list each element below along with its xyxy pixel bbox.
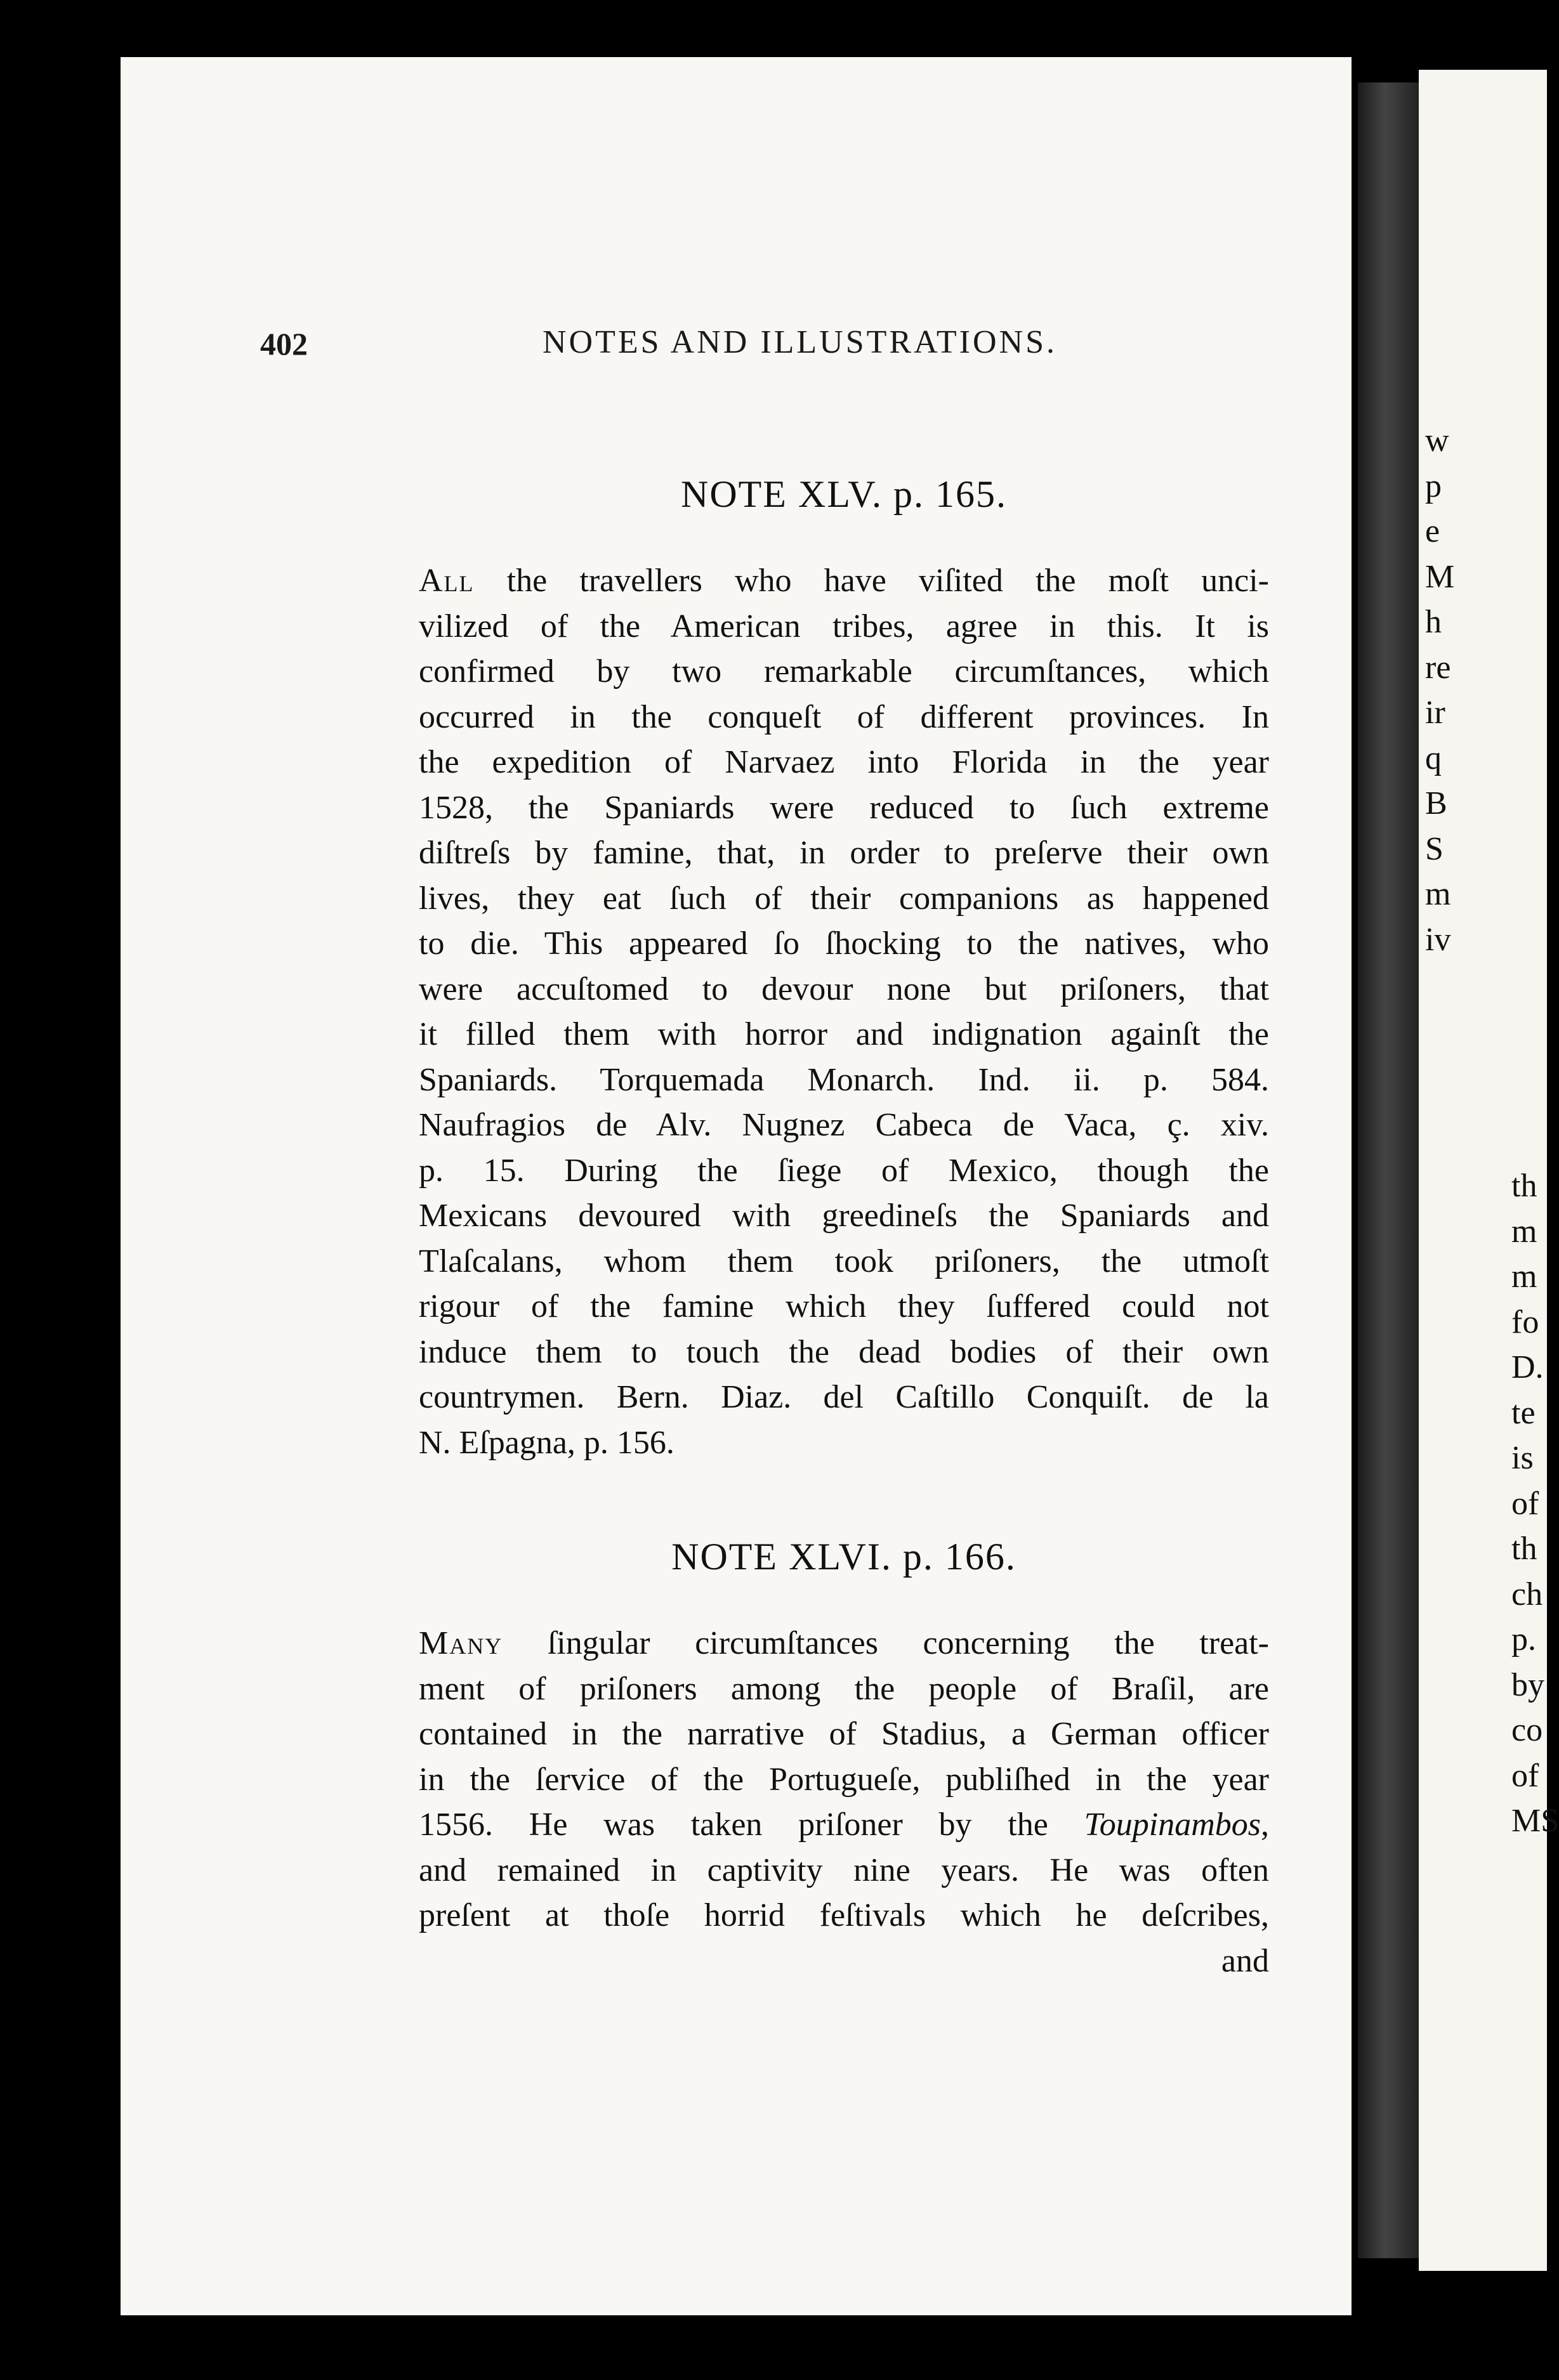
facing-page-fragment: S <box>1425 830 1444 867</box>
note-body <box>419 1621 1269 1984</box>
facing-page-fragment: h <box>1425 604 1442 640</box>
catchword: and <box>1221 1942 1269 1979</box>
facing-page-fragment: p <box>1425 468 1442 504</box>
facing-page-fragment: re <box>1425 649 1451 686</box>
facing-page-fragment: is <box>1511 1440 1534 1476</box>
drop-word: Many <box>419 1625 503 1661</box>
page-number: 402 <box>260 326 308 362</box>
text-line: occurred in the conqueſt of different provinces. In <box>419 698 1269 735</box>
facing-page-fragment: co <box>1511 1712 1543 1748</box>
text-line: induce them to touch the dead bodies of their own <box>419 1333 1269 1370</box>
italic-name: Toupinambos <box>1084 1807 1261 1843</box>
facing-page-fragment: B <box>1425 785 1447 821</box>
text-line: lives, they eat ſuch of their companions as happened <box>419 880 1269 917</box>
text-line: ment of priſoners among the people of Braſil, are <box>419 1670 1269 1707</box>
text-line: Naufragios de Alv. Nugnez Cabeca de Vaca, ç. xiv. <box>419 1107 1269 1143</box>
running-head: NOTES AND ILLUSTRATIONS. <box>543 324 1057 360</box>
facing-page-fragment: MS <box>1511 1803 1559 1839</box>
text-line: Spaniards. Torquemada Monarch. Ind. ii. p. 584. <box>419 1061 1269 1098</box>
facing-page-fragment: te <box>1511 1394 1536 1431</box>
drop-word: All <box>419 563 475 599</box>
text-line: preſent at thoſe horrid feſtivals which he deſcribes, <box>419 1897 1269 1933</box>
facing-page-edge <box>1419 70 1559 2271</box>
facing-page-fragment: of <box>1511 1485 1539 1522</box>
facing-page-fragment: of <box>1511 1757 1539 1794</box>
facing-page-fragment: th <box>1511 1168 1537 1204</box>
facing-page-fragment: D. <box>1511 1349 1544 1385</box>
text-line: it filled them with horror and indignation againſt the <box>419 1016 1269 1052</box>
text-line: the expedition of Narvaez into Florida in the year <box>419 744 1269 780</box>
facing-page-fragment: fo <box>1511 1304 1539 1340</box>
text-line <box>419 1621 1269 1666</box>
text-line: and remained in captivity nine years. He was often <box>419 1852 1269 1888</box>
facing-page-fragment: ch <box>1511 1576 1543 1612</box>
facing-page-fragment: m <box>1511 1259 1537 1295</box>
text-line: countrymen. Bern. Diaz. del Caſtillo Conquiſt. de la <box>419 1379 1269 1415</box>
facing-page-fragment: e <box>1425 513 1440 549</box>
note-heading: NOTE XLV. p. 165. <box>680 473 1008 515</box>
text-line: to die. This appeared ſo ſhocking to the natives, who <box>419 925 1269 962</box>
note-body <box>419 558 1269 1465</box>
facing-page-fragment: ir <box>1425 695 1445 731</box>
text-line: vilized of the American tribes, agree in this. It is <box>419 608 1269 644</box>
text-line: contained in the narrative of Stadius, a German officer <box>419 1716 1269 1752</box>
facing-page-fragment: iv <box>1425 921 1451 958</box>
text-line: diſtreſs by famine, that, in order to preſerve their own <box>419 835 1269 871</box>
book-gutter <box>1358 82 1419 2258</box>
facing-page-fragment: w <box>1425 422 1449 459</box>
facing-page-fragment: p. <box>1511 1621 1536 1658</box>
facing-page-fragment: by <box>1511 1666 1544 1703</box>
text-line: confirmed by two remarkable circumſtances, which <box>419 653 1269 690</box>
text-line: rigour of the famine which they ſuffered could not <box>419 1288 1269 1324</box>
facing-page-fragment: q <box>1425 740 1442 776</box>
facing-page-fragment: m <box>1425 876 1451 912</box>
text-line <box>419 558 1269 604</box>
line-rest: the travellers who have viſited the moſt unci- <box>474 563 1269 599</box>
text-line: Tlaſcalans, whom them took priſoners, the utmoſt <box>419 1243 1269 1279</box>
text-line: in the ſervice of the Portugueſe, publiſhed in the year <box>419 1761 1269 1798</box>
facing-page-fragment: th <box>1511 1531 1537 1567</box>
text-line: p. 15. During the ſiege of Mexico, though the <box>419 1152 1269 1189</box>
text-line: Mexicans devoured with greedineſs the Spaniards and <box>419 1198 1269 1234</box>
text-line: 1528, the Spaniards were reduced to ſuch extreme <box>419 789 1269 826</box>
text-line: were accuſtomed to devour none but priſoners, that <box>419 971 1269 1007</box>
note-heading: NOTE XLVI. p. 166. <box>671 1536 1016 1578</box>
facing-page-fragment: m <box>1511 1213 1537 1250</box>
line-rest: ſingular circumſtances concerning the treat- <box>503 1625 1269 1661</box>
facing-page-fragment: M <box>1425 558 1455 595</box>
text-line: 1556. He was taken priſoner by the Toupinambos, <box>419 1807 1269 1843</box>
text-line: N. Eſpagna, p. 156. <box>419 1424 674 1461</box>
